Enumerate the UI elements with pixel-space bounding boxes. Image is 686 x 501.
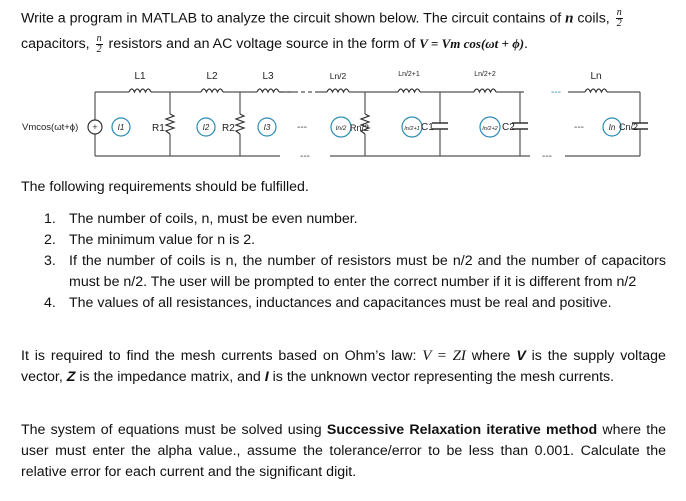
inductor-l1 xyxy=(129,89,151,92)
capacitor-label-c1: C1 xyxy=(421,122,434,133)
circuit-diagram xyxy=(0,66,686,174)
inductor-label-ln2p1: Ln/2+1 xyxy=(398,71,420,78)
z-symbol: Z xyxy=(66,369,76,385)
inductor-ln2 xyxy=(327,89,349,92)
mesh-text-a: It is required to find the mesh currents based on Ohm’s law: xyxy=(21,348,417,364)
inductor-ln2p1 xyxy=(398,89,420,92)
intro-line-1 xyxy=(21,8,666,29)
mesh-text-b: where xyxy=(471,348,511,364)
resistor-r2 xyxy=(236,114,244,134)
mesh-text-d: is the impedance matrix, and xyxy=(79,369,261,385)
requirement-text: If the number of coils is n, the number of resistors must be n/2 and the number of capacitors must be n/2. The user will be prompted to enter the correct number if it is different from n/2 xyxy=(69,253,666,290)
inductor-label-l2: L2 xyxy=(206,71,218,82)
intro-paragraph xyxy=(21,8,666,55)
mesh-text-e: is the unknown vector representing the mesh currents. xyxy=(272,369,615,385)
intro-line-2 xyxy=(21,33,666,55)
resistor-label-r1: R1 xyxy=(152,123,165,134)
requirements-heading: The following requirements should be fulfilled. xyxy=(21,179,309,195)
inductor-l3 xyxy=(257,89,279,92)
requirement-text: The values of all resistances, inductances and capacitances must be real and positive. xyxy=(69,295,612,311)
capacitor-c1 xyxy=(432,123,448,129)
current-label-n2p2: In/2+2 xyxy=(482,126,498,132)
requirement-item: 2. The minimum value for n is 2. xyxy=(44,232,256,248)
requirements-list xyxy=(21,209,666,314)
ellipsis-bottom: --- xyxy=(300,151,310,162)
current-label-2: I2 xyxy=(202,123,210,132)
capacitors-word: capacitors, xyxy=(21,36,90,53)
method-text-b: where the user must enter the alpha value., assume the tolerance/error to be less than 0.001. Calculate the relative error for each current and the significant digit. xyxy=(21,422,666,480)
inductor-label-l1: L1 xyxy=(134,71,146,82)
n-symbol: n xyxy=(565,10,574,27)
inductor-label-ln: Ln xyxy=(590,71,602,82)
inductor-ln xyxy=(585,89,607,92)
current-label-1: I1 xyxy=(117,123,125,132)
requirement-item: 4. The values of all resistances, inductances and capacitances must be real and positive. xyxy=(44,295,612,311)
inductor-label-ln2: Ln/2 xyxy=(329,71,347,81)
resistor-label-rn2: Rn/2 xyxy=(350,123,370,133)
ellipsis-top-right: --- xyxy=(551,87,561,98)
current-label-3: I3 xyxy=(263,123,271,132)
current-label-n2p1: In/2+1 xyxy=(404,126,420,132)
inductor-label-ln2p2: Ln/2+2 xyxy=(474,71,496,78)
requirement-item: 1. The number of coils, n, must be even number. xyxy=(44,211,358,227)
current-label-n: In xyxy=(608,123,616,132)
ellipsis-mid: --- xyxy=(297,122,307,133)
capacitor-label-cn2: Cn/2 xyxy=(619,122,639,132)
method-text-a: The system of equations must be solved using xyxy=(21,422,322,438)
intro-text-1: Write a program in MATLAB to analyze the circuit shown below. The circuit contains of xyxy=(21,10,562,27)
requirement-item: 3. If the number of coils is n, the number of resistors must be n/2 and the number of capacitors must be n/2. The user will be prompted to enter the correct number if it is different from n/2 xyxy=(44,253,666,290)
ellipsis-right: --- xyxy=(574,122,584,133)
coils-word: coils, xyxy=(577,10,610,27)
source-label: Vmcos(ωt+ϕ) xyxy=(22,122,79,133)
method-paragraph xyxy=(21,420,666,483)
intro-period: . xyxy=(524,36,528,53)
intro-text-2: resistors and an AC voltage source in the form of xyxy=(108,36,416,53)
mesh-paragraph xyxy=(21,346,666,388)
mesh-text-c: is the supply voltage vector, xyxy=(21,348,666,385)
requirements-section xyxy=(21,177,666,314)
inductor-l2 xyxy=(201,89,223,92)
requirement-text: The number of coils, n, must be even number. xyxy=(69,211,358,227)
v-symbol: V xyxy=(516,348,526,364)
inductor-ln2p2 xyxy=(474,89,496,92)
method-name: Successive Relaxation iterative method xyxy=(326,422,598,438)
capacitor-label-c2: C2 xyxy=(502,122,515,133)
ellipsis-bottom-right: --- xyxy=(542,151,552,162)
ohm-equation: V = ZI xyxy=(422,348,466,364)
requirement-text: The minimum value for n is 2. xyxy=(69,232,256,248)
current-label-n2: In/2 xyxy=(335,125,347,132)
i-symbol: I xyxy=(264,369,269,385)
fraction-n-over-2-b: $\frac{n}{2}$ xyxy=(96,33,102,55)
voltage-equation: V = Vm cos(ωt + ϕ) xyxy=(419,36,525,52)
inductor-label-l3: L3 xyxy=(262,71,274,82)
resistor-r1 xyxy=(166,114,174,134)
source-plus-icon: + xyxy=(92,122,98,132)
resistor-label-r2: R2 xyxy=(222,123,235,134)
fraction-n-over-2: $\frac{n}{2}$ xyxy=(616,7,622,29)
